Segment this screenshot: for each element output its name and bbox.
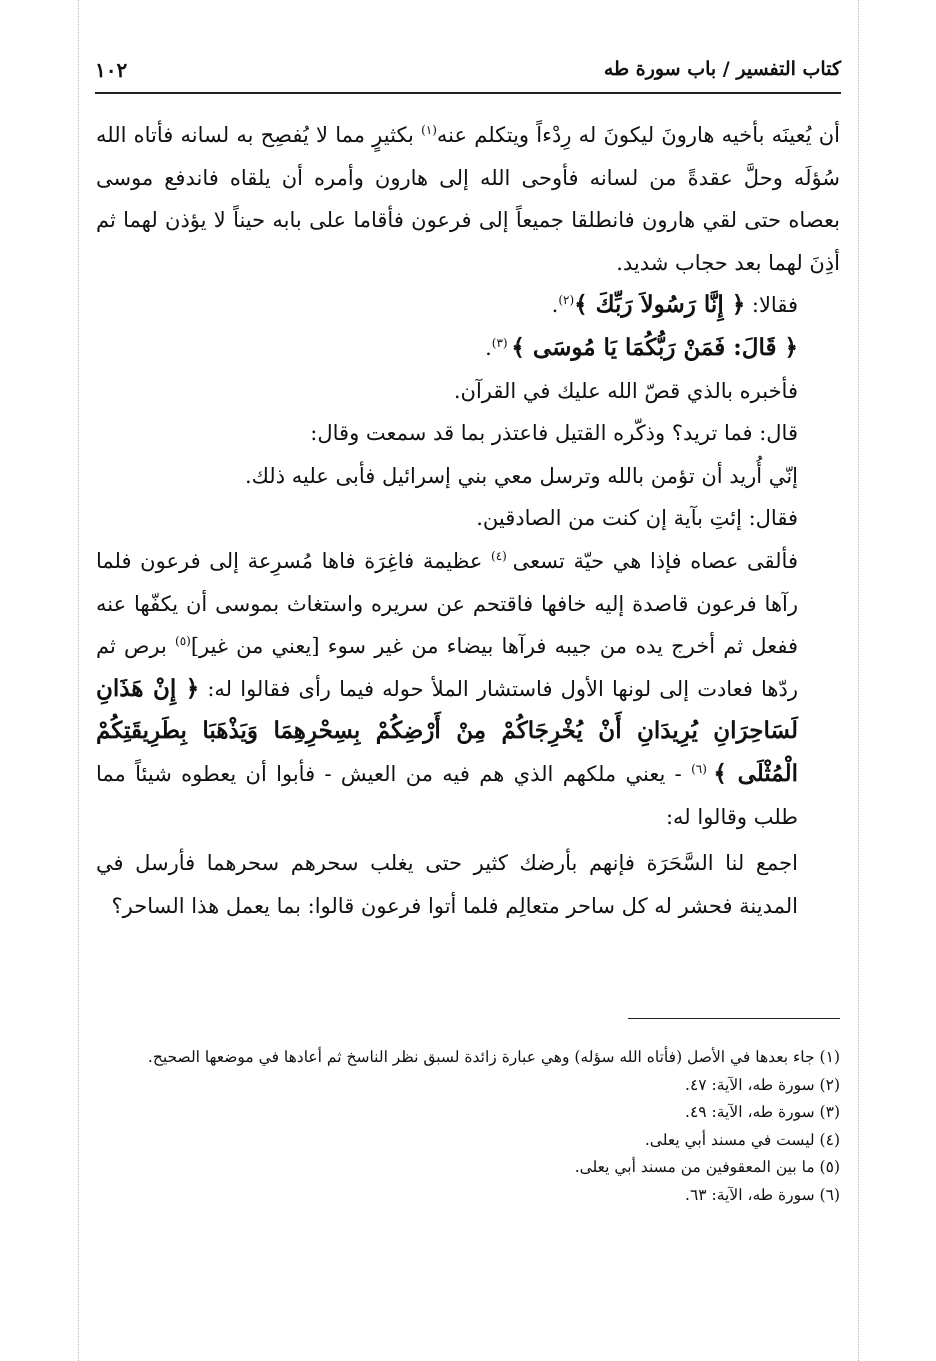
text-run: اجمع لنا السَّحَرَة فإنهم بأرضك كثير حتى يغلب سحرهم سحرهما فأرسل في المدينة فحشر له كل ساحر متعالِم فلما أتوا فرعون قالوا: بما يعمل هذا الساحر؟ xyxy=(96,851,798,918)
body-paragraph xyxy=(96,370,840,413)
body-paragraph xyxy=(96,497,840,540)
footnote-reference: (٤) xyxy=(491,548,513,563)
footnote-text: سورة طه، الآية: ٦٣. xyxy=(685,1185,820,1204)
footnote-number: (٦) xyxy=(819,1185,840,1204)
footnote-number: (٥) xyxy=(819,1158,840,1176)
footnote-reference: (٦) xyxy=(691,761,714,776)
text-run: إنّي أُريد أن تؤمن بالله وترسل معي بني إسرائيل فأبى عليه ذلك. xyxy=(244,463,798,488)
footnotes xyxy=(96,1044,840,1209)
footnote-item xyxy=(96,1099,840,1127)
footnote-number: (١) xyxy=(819,1048,840,1066)
footnote-number: (٣) xyxy=(819,1103,840,1121)
running-header xyxy=(95,52,841,94)
footnote-item xyxy=(96,1072,840,1100)
text-run: قال: فما تريد؟ وذكّره القتيل فاعتذر بما قد سمعت وقال: xyxy=(310,421,798,446)
footnote-reference: (٥) xyxy=(175,634,191,649)
footnote-number: (٢) xyxy=(819,1075,840,1094)
body-paragraph xyxy=(96,455,840,498)
quran-verse: ﴿ قَالَ: فَمَنْ رَبُّكُمَا يَا مُوسَى ﴾ xyxy=(511,333,798,361)
margin-dotted-line-left xyxy=(78,0,79,1361)
text-run: - يعني ملكهم الذي هم فيه من العيش - فأبوا أن يعطوه شيئاً مما طلب وقالوا له: xyxy=(96,761,798,829)
footnote-text: ما بين المعقوفين من مسند أبي يعلى. xyxy=(574,1158,820,1176)
footnote-number: (٤) xyxy=(819,1130,840,1149)
text-run: بكثيرٍ مما لا يُفصِح به لسانه فأتاه الله سُؤلَه وحلَّ عقدةً من لسانه فأوحى الله إلى هارون وأمره أن يلقاه فاندفع موسى بعصاه حتى لقي هارون فانطلقا جميعاً إلى فرعون فأقاما على بابه حيناً لا يؤذن لهما ثم أذِنَ لهما بعد حجاب شديد. xyxy=(96,123,840,275)
page-number: ١٠٢ xyxy=(95,58,128,82)
footnote-reference: (٢) xyxy=(558,293,575,308)
footnote-reference: (٣) xyxy=(491,335,512,350)
text-run: فأخبره بالذي قصّ الله عليك في القرآن. xyxy=(453,378,798,403)
footnote-reference: (١) xyxy=(421,123,437,137)
text-run: برص ثم ردّها فعادت إلى لونها الأول فاستشار الملأ حوله فيما رأى فقالوا له: xyxy=(96,634,798,701)
text-run: أن يُعينَه بأخيه هارونَ ليكونَ له رِدْءاً ويتكلم عنه xyxy=(436,123,841,147)
footnote-item xyxy=(96,1044,840,1072)
body-paragraph xyxy=(96,114,840,284)
text-run: فقال: إئتِ بآية إن كنت من الصادقين. xyxy=(476,506,798,531)
body-paragraph xyxy=(96,284,840,327)
margin-dotted-line-right xyxy=(858,0,859,1361)
footnote-item xyxy=(96,1182,840,1210)
running-title: كتاب التفسير / باب سورة طه xyxy=(603,58,841,80)
text-run: فقالا: xyxy=(745,293,798,318)
text-run: . xyxy=(551,293,559,318)
body-paragraph xyxy=(96,540,840,838)
footnote-separator xyxy=(628,1018,840,1019)
footnote-item xyxy=(96,1154,840,1182)
text-run: عظيمة فاغِرَة فاها مُسرِعة إلى فرعون فلما رآها فرعون قاصدة إليه خافها فاقتحم عن سريره واستغاث بموسى أن يكفّها عنه ففعل ثم أخرج يده من جيبه فرآها بيضاء من غير سوء [يعني من غير] xyxy=(96,548,798,659)
quran-verse: ﴿ إِنْ هَذَانِ لَسَاحِرَانِ يُرِيدَانِ أَنْ يُخْرِجَاكُمْ مِنْ أَرْضِكُمْ بِسِحْرِهِمَا وَيَذْهَبَا بِطَرِيقَتِكُمْ الْمُثْلَى ﴾ xyxy=(96,674,798,787)
footnote-text: سورة طه، الآية: ٤٩. xyxy=(685,1103,820,1121)
main-text xyxy=(96,114,840,927)
quran-verse: ﴿ إِنَّا رَسُولاَ رَبِّكَ ﴾ xyxy=(574,291,746,319)
text-run: . xyxy=(485,335,492,360)
body-paragraph xyxy=(96,412,840,455)
text-run: فألقى عصاه فإذا هي حيّة تسعى xyxy=(512,548,798,573)
footnote-text: سورة طه، الآية: ٤٧. xyxy=(685,1075,820,1094)
body-paragraph xyxy=(96,327,840,370)
footnote-text: جاء بعدها في الأصل (فأتاه الله سؤله) وهي عبارة زائدة لسبق نظر الناسخ ثم أعادها في موضعها الصحيح. xyxy=(147,1048,820,1066)
body-paragraph xyxy=(96,842,840,927)
footnote-text: ليست في مسند أبي يعلى. xyxy=(644,1130,820,1149)
footnote-item xyxy=(96,1127,840,1155)
